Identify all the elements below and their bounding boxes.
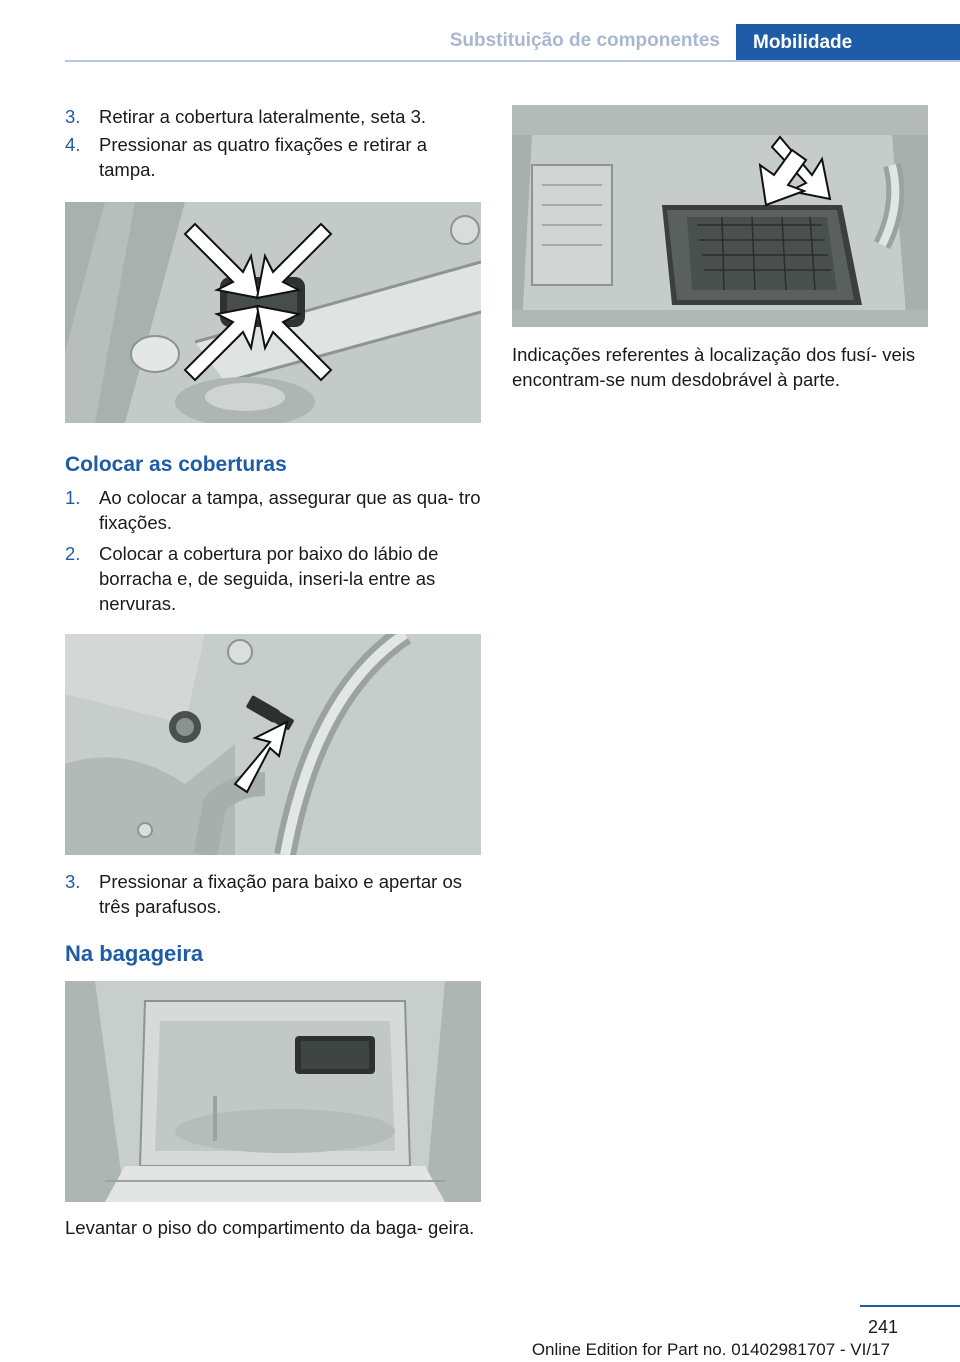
right-column bbox=[512, 104, 928, 392]
left-column bbox=[65, 104, 481, 1240]
cover-four-arrows-photo bbox=[65, 202, 481, 423]
fixing-arrow-photo bbox=[65, 634, 481, 855]
step-text: Retirar a cobertura lateralmente, seta 3. bbox=[99, 106, 426, 127]
footer-rule bbox=[860, 1305, 960, 1307]
step-text: Pressionar as quatro fixações e retirar a tampa. bbox=[99, 134, 428, 180]
step-text: Colocar a cobertura por baixo do lábio de borracha e, de seguida, inseri-la entre as nervuras. bbox=[99, 543, 439, 614]
step-text: Pressionar a fixação para baixo e apertar os três parafusos. bbox=[99, 871, 463, 917]
step-insert-cover bbox=[65, 541, 481, 616]
step-number: 1. bbox=[65, 487, 81, 508]
section-heading: Colocar as coberturas bbox=[65, 453, 287, 476]
fuse-caption: Indicações referentes à localização dos fusí‐ veis encontram-se num desdobrável à parte. bbox=[512, 344, 916, 390]
page-number: 241 bbox=[867, 1317, 898, 1337]
step-text: Ao colocar a tampa, assegurar que as qua‐ tro fixações. bbox=[99, 487, 481, 533]
luggage-compartment-photo bbox=[65, 981, 481, 1202]
header-rule bbox=[65, 60, 960, 62]
step-fit-cover bbox=[65, 485, 481, 535]
step-number: 4. bbox=[65, 134, 81, 155]
step-press-fixings bbox=[65, 132, 481, 182]
step-number: 3. bbox=[65, 871, 81, 892]
step-press-fixing-screws bbox=[65, 869, 481, 919]
section-heading-luggage: Na bagageira bbox=[65, 941, 204, 966]
step-number: 2. bbox=[65, 543, 81, 564]
step-remove-cover bbox=[65, 104, 481, 129]
edition-note: Online Edition for Part no. 01402981707 - VI/17 bbox=[531, 1340, 890, 1359]
chapter-tab-label: Mobilidade bbox=[753, 32, 853, 53]
step-number: 3. bbox=[65, 106, 81, 127]
fuse-box-arrow-photo bbox=[512, 105, 928, 327]
chapter-tab bbox=[736, 24, 960, 62]
header-section-title: Substituição de componentes bbox=[449, 30, 720, 51]
luggage-caption: Levantar o piso do compartimento da baga‐ geira. bbox=[65, 1217, 475, 1238]
